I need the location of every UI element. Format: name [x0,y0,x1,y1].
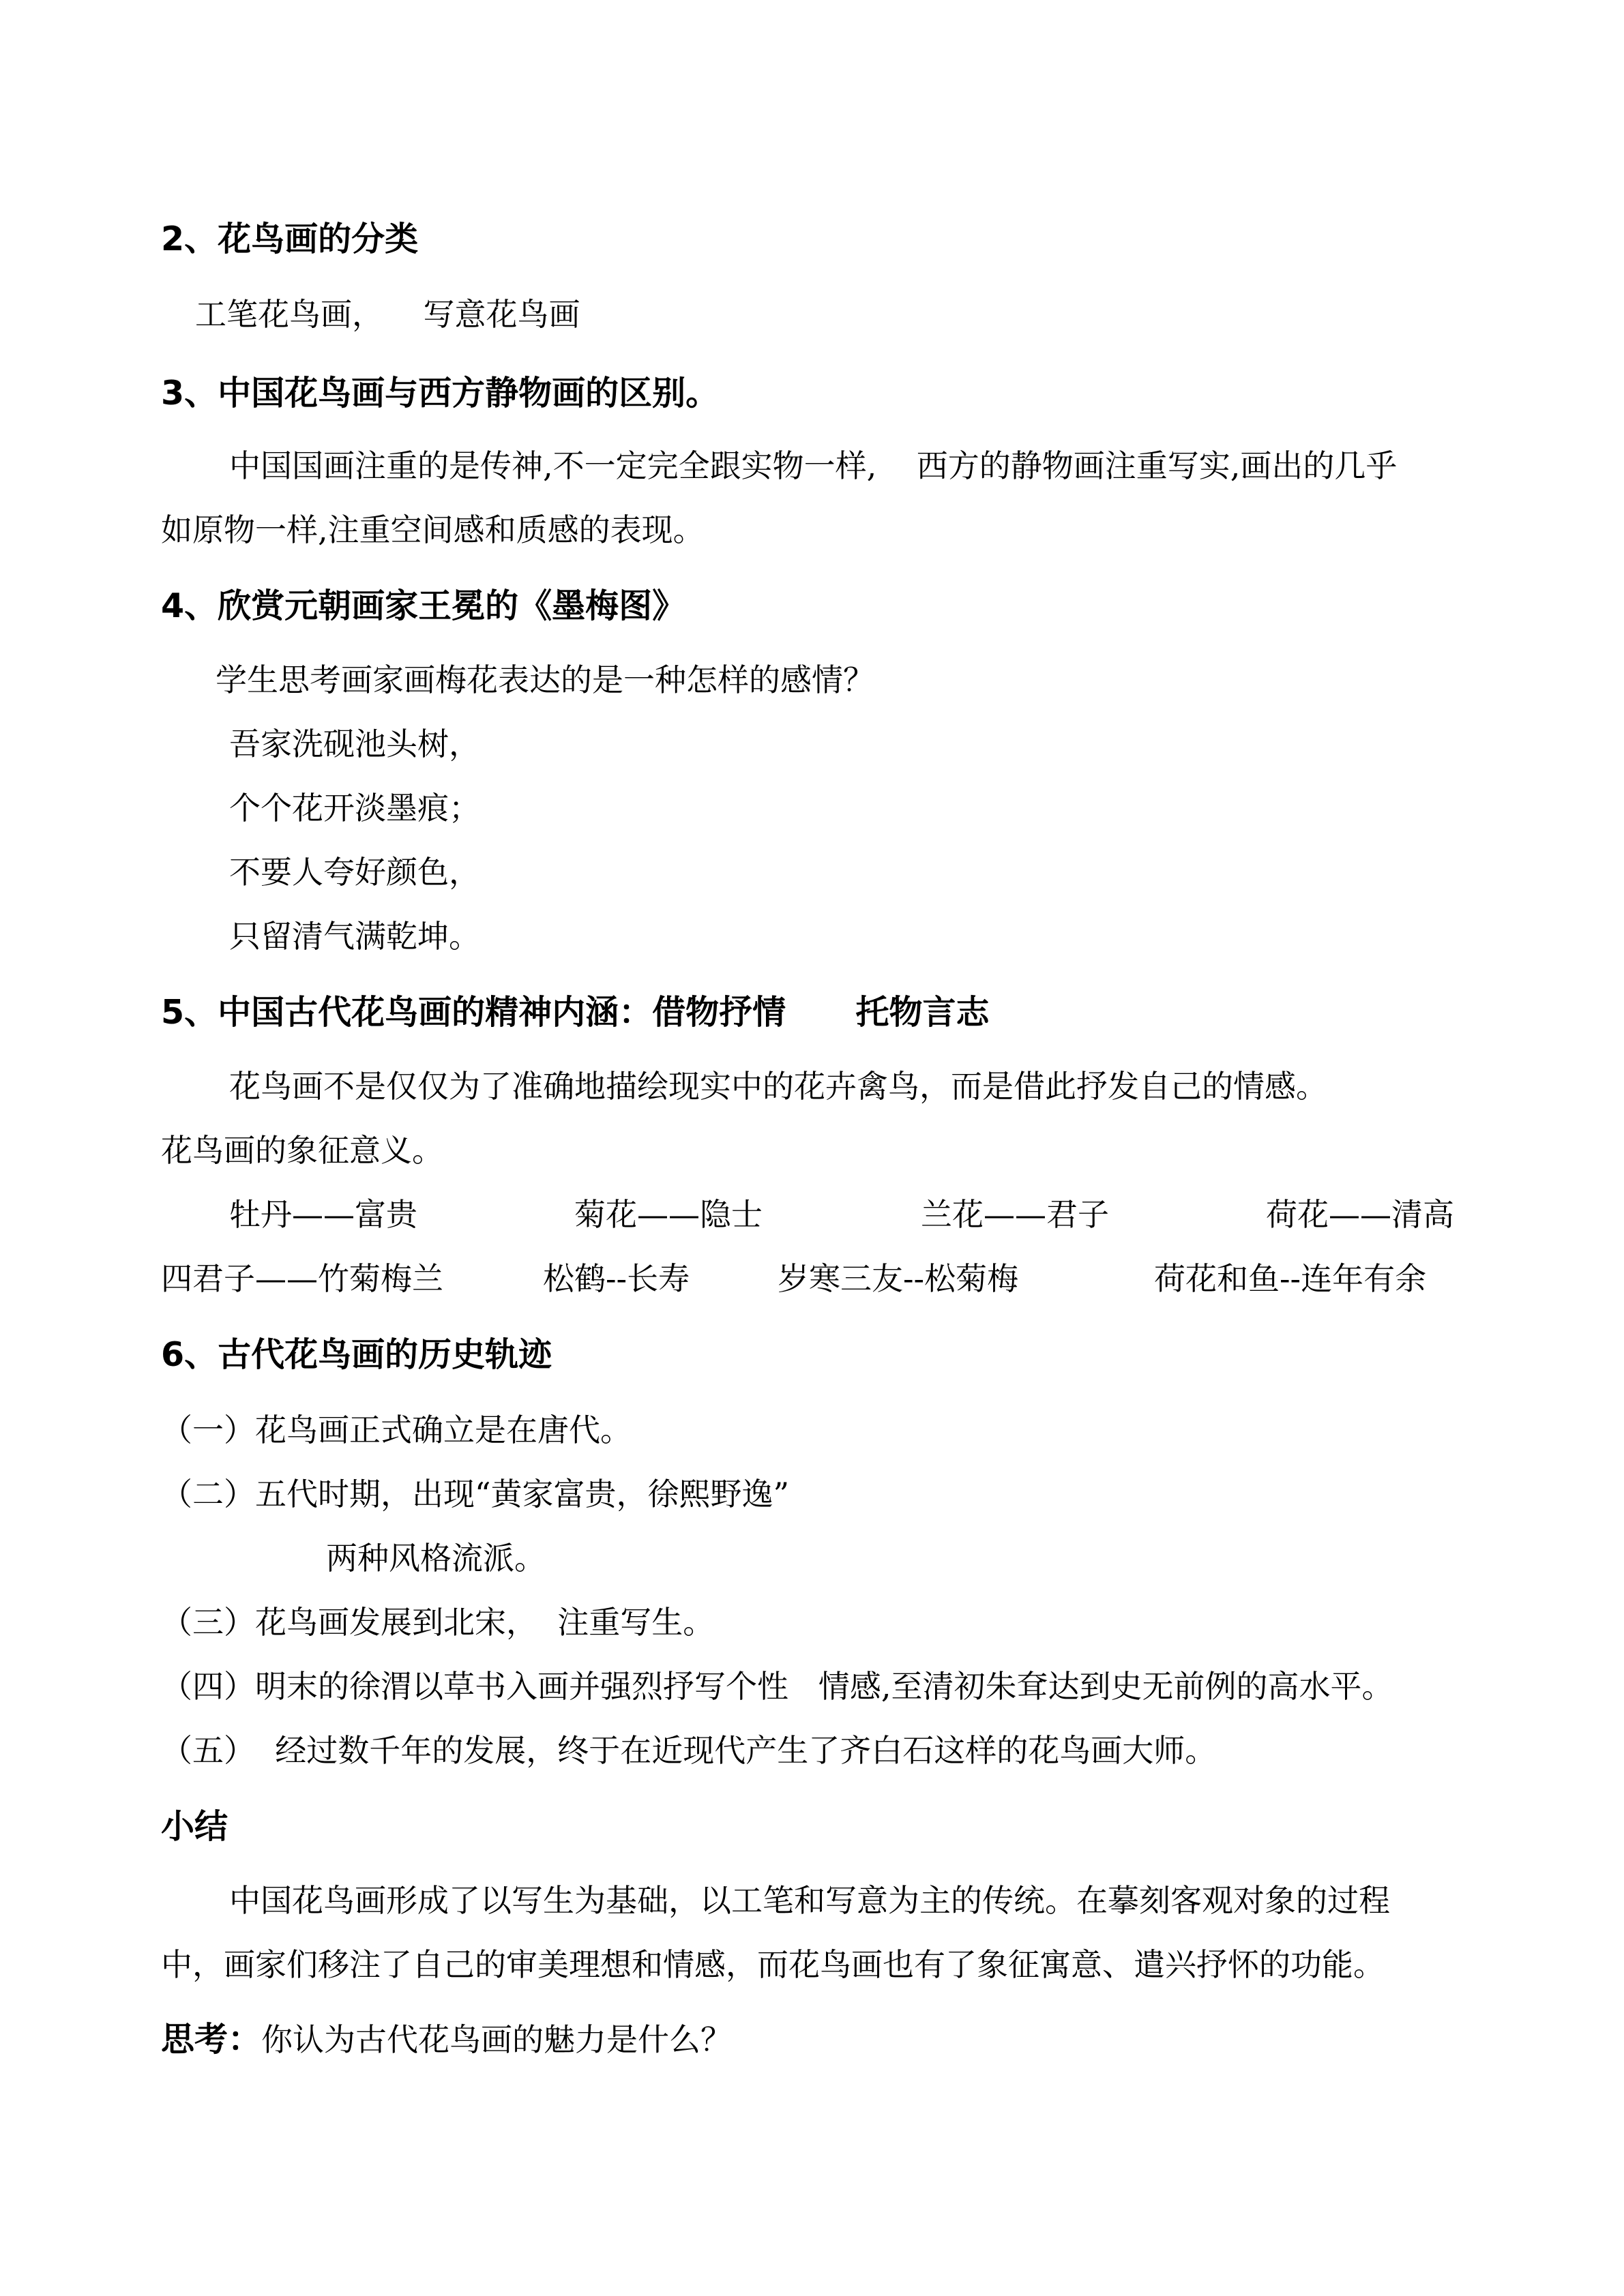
section-5-heading: 5、中国古代花鸟画的精神内涵：借物抒情 托物言志 [161,993,990,1032]
think-row [161,2018,732,2061]
section-2-heading: 2、花鸟画的分类 [161,220,419,258]
history-item-3: （三）花鸟画发展到北宋， 注重写生。 [161,1604,715,1641]
history-item-1: （一）花鸟画正式确立是在唐代。 [161,1412,632,1448]
symbol-peony: 牡丹——富贵 [229,1196,417,1233]
think-label: 思考： [161,2020,262,2059]
think-question: 你认为古代花鸟画的魅力是什么？ [261,2021,733,2058]
poem-line-2: 个个花开淡墨痕； [229,790,480,826]
section-6-heading: 6、古代花鸟画的历史轨迹 [161,1335,552,1374]
symbol-chrysanthemum: 菊花——隐士 [574,1196,763,1233]
history-item-5: （五） 经过数千年的发展，终于在近现代产生了齐白石这样的花鸟画大师。 [161,1732,1217,1769]
poem-line-3: 不要人夸好颜色， [229,854,480,891]
poem-line-4: 只留清气满乾坤。 [229,918,480,955]
summary-heading: 小结 [161,1807,228,1846]
section-3-paragraph-line-2: 如原物一样,注重空间感和质感的表现。 [161,511,705,548]
symbol-lotus-fish: 荷花和鱼--连年有余 [1154,1260,1427,1297]
poem-line-1: 吾家洗砚池头树， [229,726,480,762]
section-2-types: 工笔花鸟画， 写意花鸟画 [195,296,580,333]
symbol-lotus: 荷花——清高 [1266,1196,1454,1233]
symbol-pine-crane: 松鹤--长寿 [543,1260,690,1297]
history-item-4: （四）明末的徐渭以草书入画并强烈抒写个性 情感,至清初朱耷达到史无前例的高水平。 [161,1668,1393,1705]
section-3-paragraph-line-1: 中国国画注重的是传神,不一定完全跟实物一样, 西方的静物画注重写实,画出的几乎 [229,447,1398,484]
symbol-three-friends: 岁寒三友--松菊梅 [778,1260,1019,1297]
section-5-paragraph: 花鸟画不是仅仅为了准确地描绘现实中的花卉禽鸟，而是借此抒发自己的情感。 [229,1068,1327,1105]
history-item-2: （二）五代时期，出现“黄家富贵，徐熙野逸” [161,1476,790,1512]
symbol-orchid: 兰花——君子 [921,1196,1109,1233]
symbol-meaning-title: 花鸟画的象征意义。 [161,1132,443,1169]
section-4-heading: 4、欣赏元朝画家王冕的《墨梅图》 [161,586,686,625]
history-item-2-continued: 两种风格流派。 [326,1540,546,1577]
summary-line-1: 中国花鸟画形成了以写生为基础，以工笔和写意为主的传统。在摹刻客观对象的过程 [229,1882,1390,1919]
section-3-heading: 3、中国花鸟画与西方静物画的区别。 [161,374,720,413]
summary-line-2: 中，画家们移注了自己的审美理想和情感，而花鸟画也有了象征寓意、遣兴抒怀的功能。 [161,1946,1385,1983]
section-4-question: 学生思考画家画梅花表达的是一种怎样的感情？ [216,661,874,698]
symbol-four-gentlemen: 四君子——竹菊梅兰 [161,1260,443,1297]
